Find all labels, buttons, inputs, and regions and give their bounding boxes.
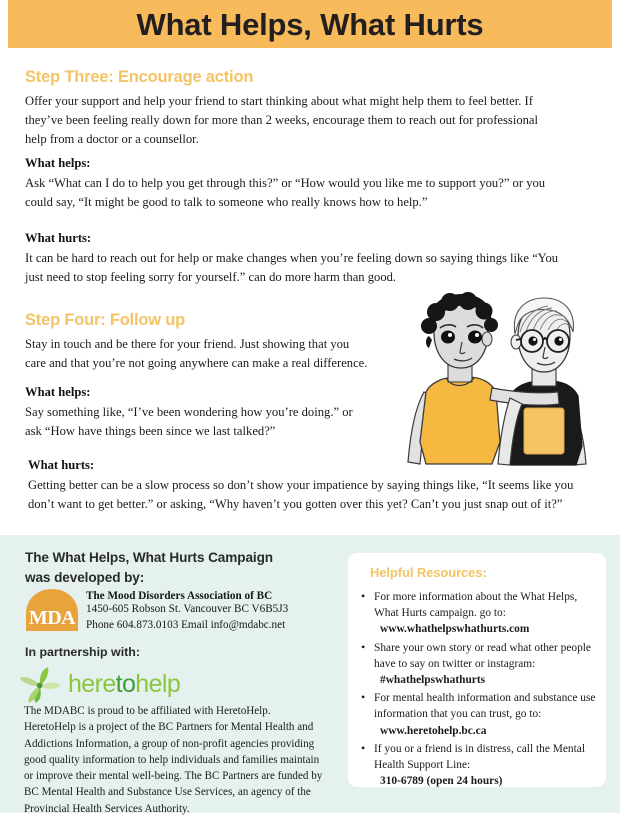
helpful-resources-list [360, 589, 596, 791]
resource-item-link[interactable]: www.heretohelp.bc.ca [380, 724, 487, 737]
heretohelp-part1: here [68, 670, 116, 698]
helpful-resources-title: Helpful Resources: [370, 565, 487, 580]
step-four-helps-label: What helps: [25, 385, 91, 399]
resource-item-link[interactable]: www.whathelpswhathurts.com [380, 623, 530, 636]
step-four-heading: Step Four: Follow up [25, 311, 186, 329]
bullet-icon: • [361, 589, 366, 603]
step-three-helps-label: What helps: [25, 156, 91, 170]
resource-item-phone[interactable]: 310-6789 (open 24 hours) [380, 775, 503, 788]
step-four-hurts-text: Getting better can be a slow process so don’t show your impatience by saying things like, “It seems like you don’t want to get better.” or asking, “Why haven’t you gotten over this yet? Can’t you just snap out of it?” [28, 478, 574, 512]
heretohelp-part2: to [115, 670, 136, 698]
partnership-label [25, 645, 140, 659]
step-three-hurts [25, 231, 570, 287]
step-four-section [25, 311, 375, 373]
resource-item[interactable] [360, 741, 596, 790]
mda-address: 1450-605 Robson St. Vancouver BC V6B5J3 [86, 603, 289, 615]
step-four-helps-text: Say something like, “I’ve been wondering how you’re doing.” or ask “How have things been since we last talked?” [25, 405, 353, 439]
resource-item-text: If you or a friend is in distress, call the Mental Health Support Line: [374, 742, 585, 771]
mda-contact: Phone 604.873.0103 Email info@mdabc.net [86, 618, 286, 631]
helpful-resources-card [348, 553, 606, 787]
mda-logo [24, 587, 80, 631]
page-title: What Helps, What Hurts [136, 6, 484, 42]
step-four-intro: Stay in touch and be there for your friend. Just showing that you care and that you’re not going anywhere can make a real difference. [25, 337, 368, 371]
bullet-icon: • [361, 740, 366, 755]
svg-text:MDA: MDA [28, 607, 76, 629]
campaign-credit [25, 548, 325, 587]
step-three-helps-text: Ask “What can I do to help you get through this?” or “How would you like me to support you?” or you could say, “It might be good to talk to someone who really knows how to help.” [25, 176, 546, 210]
resource-item[interactable] [360, 589, 596, 638]
resource-item-text: Share your own story or read what other people have to say on twitter or instagram: [374, 641, 591, 670]
heretohelp-blurb [24, 703, 324, 817]
resource-item-text: For mental health information and substance use information that you can trust, go to: [374, 692, 596, 721]
two-friends-illustration [392, 292, 600, 472]
campaign-credit-line2: was developed by: [25, 569, 145, 585]
step-three-section [25, 68, 570, 149]
heretohelp-wordmark [68, 670, 180, 699]
step-three-hurts-text: It can be hard to reach out for help or make changes when you’re feeling down so saying things like “You just need to stop feeling sorry for yourself.” can do more harm than good. [25, 251, 559, 285]
resource-item-text: For more information about the What Helps, What Hurts campaign. go to: [374, 591, 578, 620]
mda-name: The Mood Disorders Association of BC [86, 590, 273, 602]
campaign-credit-line1: The What Helps, What Hurts Campaign [25, 550, 273, 565]
resource-item[interactable] [360, 640, 596, 689]
resource-item-link[interactable]: #whathelpswhathurts [380, 673, 486, 686]
mda-contact-block [86, 590, 326, 634]
header-banner [8, 0, 612, 48]
leaf-icon [16, 666, 66, 704]
step-four-hurts-label: What hurts: [28, 458, 95, 472]
bullet-icon: • [361, 639, 366, 654]
step-three-helps [25, 156, 570, 212]
step-four-helps [25, 385, 375, 441]
heretohelp-blurb-text: The MDABC is proud to be affiliated with HeretoHelp. HeretoHelp is a project of the BC Partners for Mental Health and Addictions Information, a group of non-profit agencies providing good quality information to help individuals and families maintain or improve their mental well-being. The BC Partners are funded by BC Mental Health and Substance Use Services, an agency of the Provincial Health Services Authority. [24, 705, 323, 815]
step-three-heading: Step Three: Encourage action [25, 68, 254, 86]
step-three-hurts-label: What hurts: [25, 231, 92, 245]
bullet-icon: • [361, 690, 366, 705]
heretohelp-part3: help [135, 670, 181, 698]
step-three-intro: Offer your support and help your friend to start thinking about what might help them to feel better. If they’ve been feeling really down for more than 2 weeks, encourage them to reach out for professional help from a doctor or a counsellor. [25, 94, 538, 147]
partnership-label-text: In partnership with: [25, 645, 140, 659]
resource-item[interactable] [360, 690, 596, 739]
heretohelp-logo [16, 665, 196, 705]
